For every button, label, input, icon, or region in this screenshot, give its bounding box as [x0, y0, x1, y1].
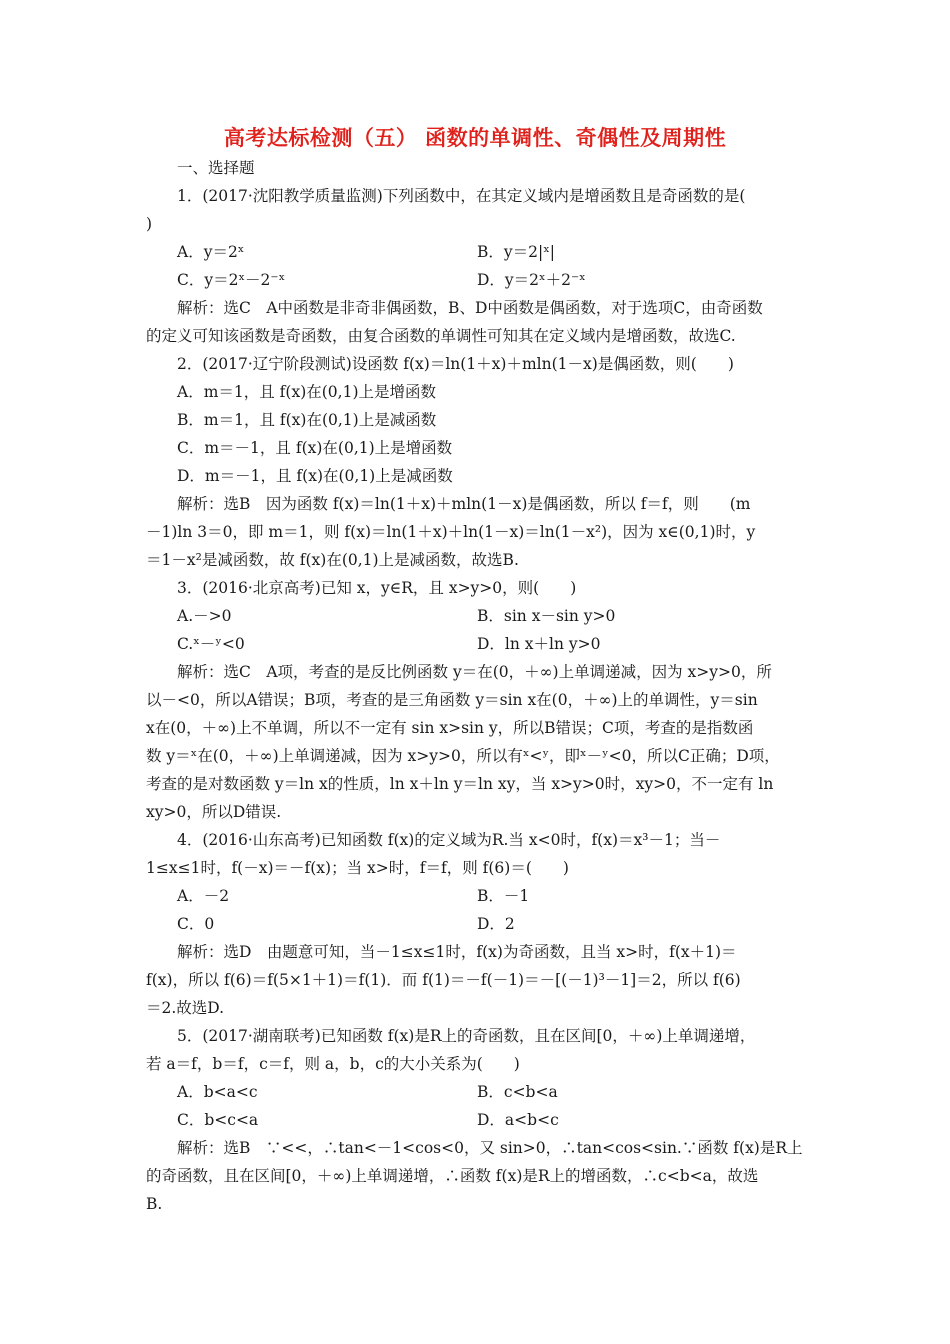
q5-solution-cont-2: B.	[146, 1195, 163, 1213]
q3-solution-cont-3: 数 y＝ˣ在(0，＋∞)上单调递减，因为 x>y>0，所以有ˣ<ʸ，即ˣ－ʸ<0，所以C正确；D项，	[146, 747, 780, 765]
q4-solution: 解析：选D 由题意可知，当－1≤x≤1时，f(x)为奇函数，且当 x>时，f(x＋1)＝	[177, 943, 737, 961]
q4-option-d: D．2	[477, 915, 515, 933]
q5-solution: 解析：选B ∵<<，∴tan<－1<cos<0，又 sin>0，∴tan<cos<sin.∵函数 f(x)是R上	[177, 1139, 803, 1157]
q1-stem: 1．(2017·沈阳教学质量监测)下列函数中，在其定义域内是增函数且是奇函数的是(	[177, 187, 746, 205]
q3-option-b: B．sin x－sin y>0	[477, 607, 616, 625]
q2-option-c: C．m＝－1，且 f(x)在(0,1)上是增函数	[177, 439, 453, 457]
q2-option-d: D．m＝－1，且 f(x)在(0,1)上是减函数	[177, 467, 453, 485]
q1-option-b: B．y＝2|ˣ|	[477, 243, 556, 261]
q3-solution-cont-4: 考查的是对数函数 y＝ln x的性质，ln x＋ln y＝ln xy，当 x>y>0时，xy>0，不一定有 ln	[146, 775, 774, 793]
q4-option-b: B．－1	[477, 887, 530, 905]
q3-option-c: C.ˣ－ʸ<0	[177, 635, 245, 653]
q3-solution-cont-5: xy>0，所以D错误.	[146, 803, 282, 821]
q2-stem: 2．(2017·辽宁阶段测试)设函数 f(x)＝ln(1＋x)＋mln(1－x)是偶函数，则( )	[177, 355, 734, 373]
q5-solution-cont: 的奇函数，且在区间[0，＋∞)上单调递增，∴函数 f(x)是R上的增函数，∴c<b<a，故选	[146, 1167, 759, 1185]
q1-option-a: A．y＝2ˣ	[177, 243, 245, 261]
q5-option-b: B．c<b<a	[477, 1083, 558, 1101]
q3-option-a: A.－>0	[177, 607, 232, 625]
q4-stem-cont: 1≤x≤1时，f(－x)＝－f(x)；当 x>时，f＝f，则 f(6)＝( )	[146, 859, 569, 877]
q4-stem: 4．(2016·山东高考)已知函数 f(x)的定义域为R.当 x<0时，f(x)＝x³－1；当－	[177, 831, 721, 849]
q2-option-a: A．m＝1，且 f(x)在(0,1)上是增函数	[177, 383, 436, 401]
section-heading: 一、选择题	[177, 159, 255, 177]
q5-option-d: D．a<b<c	[477, 1111, 559, 1129]
q2-solution: 解析：选B 因为函数 f(x)＝ln(1＋x)＋mln(1－x)是偶函数，所以 f＝f，则 (m	[177, 495, 751, 513]
q2-solution-cont-2: ＝1－x²是减函数，故 f(x)在(0,1)上是减函数，故选B.	[146, 551, 519, 569]
q1-solution-cont: 的定义可知该函数是奇函数，由复合函数的单调性可知其在定义域内是增函数，故选C.	[146, 327, 736, 345]
q3-stem: 3．(2016·北京高考)已知 x，y∈R，且 x>y>0，则( )	[177, 579, 577, 597]
q5-stem-cont: 若 a＝f，b＝f，c＝f，则 a，b，c的大小关系为( )	[146, 1055, 520, 1073]
q1-option-c: C．y＝2ˣ－2⁻ˣ	[177, 271, 286, 289]
q4-solution-cont: f(x)，所以 f(6)＝f(5×1＋1)＝f(1)．而 f(1)＝－f(－1)＝－[(－1)³－1]＝2，所以 f(6)	[146, 971, 741, 989]
q5-option-a: A．b<a<c	[177, 1083, 258, 1101]
q3-solution: 解析：选C A项，考查的是反比例函数 y＝在(0，＋∞)上单调递减，因为 x>y>0，所	[177, 663, 772, 681]
q2-option-b: B．m＝1，且 f(x)在(0,1)上是减函数	[177, 411, 437, 429]
q4-option-c: C．0	[177, 915, 215, 933]
page-title: 高考达标检测（五） 函数的单调性、奇偶性及周期性	[223, 126, 727, 150]
q3-solution-cont-2: x在(0，＋∞)上不单调，所以不一定有 sin x>sin y，所以B错误；C项，考查的是指数函	[146, 719, 754, 737]
q4-option-a: A．－2	[177, 887, 230, 905]
q2-solution-cont: －1)ln 3＝0，即 m＝1，则 f(x)＝ln(1＋x)＋ln(1－x)＝ln(1－x²)，因为 x∈(0,1)时，y	[146, 523, 756, 541]
q3-option-d: D．ln x＋ln y>0	[477, 635, 601, 653]
q3-solution-cont: 以－<0，所以A错误；B项，考查的是三角函数 y＝sin x在(0，＋∞)上的单调性，y＝sin	[146, 691, 758, 709]
q5-option-c: C．b<c<a	[177, 1111, 259, 1129]
q1-stem-cont: )	[146, 215, 153, 233]
q5-stem: 5．(2017·湖南联考)已知函数 f(x)是R上的奇函数，且在区间[0，＋∞)上单调递增，	[177, 1027, 756, 1045]
q4-solution-cont-2: ＝2.故选D.	[146, 999, 225, 1017]
q1-solution: 解析：选C A中函数是非奇非偶函数，B、D中函数是偶函数，对于选项C，由奇函数	[177, 299, 763, 317]
q1-option-d: D．y＝2ˣ＋2⁻ˣ	[477, 271, 586, 289]
